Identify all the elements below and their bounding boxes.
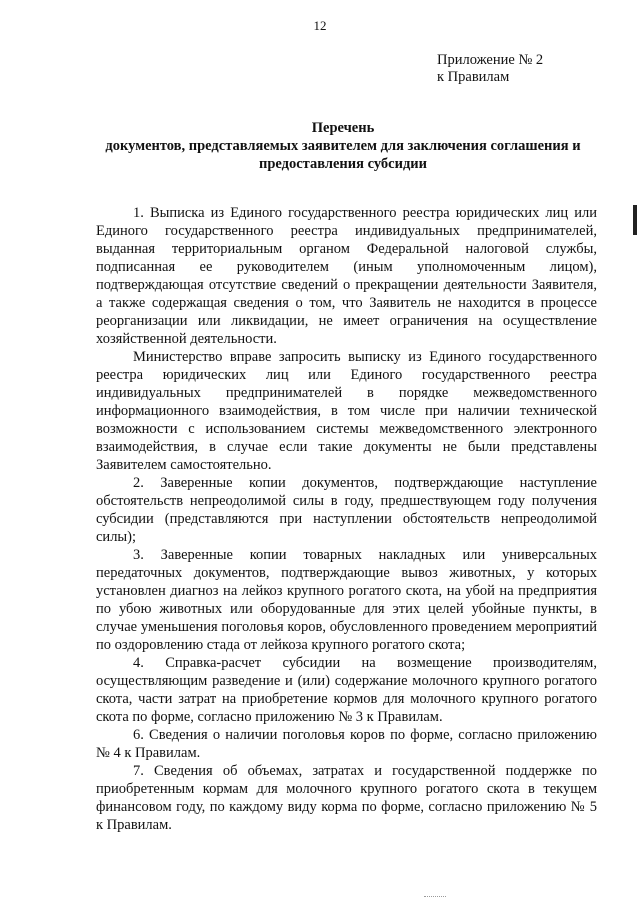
scan-dots [424,896,446,898]
page-number: 12 [313,18,327,33]
paragraph-item-7: 7. Сведения об объемах, затратах и государственной поддержке по приобретенным кормам для молочного крупного рогатого скота в текущем финансовом году, по каждому виду корма по форме, согласно приложению № 5 к Правилам. [96,763,597,833]
appendix-number: Приложение № 2 [437,52,544,68]
paragraph-item-4: 4. Справка-расчет субсидии на возмещение производителям, осуществляющим разведение и (или) содержание молочного крупного рогатого скота, части затрат на приобретение кормов для молочного крупного рогатого скота по форме, согласно приложению № 3 к Правилам. [96,655,597,725]
scan-edge-mark [633,205,637,235]
title-heading: Перечень [311,120,375,136]
title-line-2: документов, представляемых заявителем для заключения соглашения и [105,138,581,154]
paragraph-item-2: 2. Заверенные копии документов, подтверждающие наступление обстоятельств непреодолимой силы в году, предшествующем году получения субсидии (представляются при наступлении обстоятельств непреодолимой силы); [96,475,597,545]
paragraph-item-6: 6. Сведения о наличии поголовья коров по форме, согласно приложению № 4 к Правилам. [96,727,597,761]
appendix-rules: к Правилам [437,69,510,85]
appendix-reference [437,52,543,86]
document-body [96,204,597,834]
paragraph-item-3: 3. Заверенные копии товарных накладных или универсальных передаточных документов, подтверждающие вывоз животных, у которых установлен диагноз на лейкоз крупного рогатого скота, на убой на предприятия по убою животных или оборудованные для этих целей убойные пункты, в случае уменьшения поголовья коров, обусловленного проведением мероприятий по оздоровлению стада от лейкоза крупного рогатого скота; [96,547,597,653]
document-title [90,119,596,173]
paragraph-item-1: 1. Выписка из Единого государственного реестра юридических лиц или Единого государственного реестра индивидуальных предпринимателей, выданная территориальным органом Федеральной налоговой службы, подписанная ее руководителем (иным уполномоченным лицом), подтверждающая отсутствие сведений о прекращении деятельности Заявителя, а также содержащая сведения о том, что Заявитель не находится в процессе реорганизации или ликвидации, не имеет ограничения на осуществление хозяйственной деятельности. [96,205,597,347]
paragraph-ministry-request: Министерство вправе запросить выписку из Единого государственного реестра юридических лиц или Единого государственного реестра индивидуальных предпринимателей в порядке межведомственного информационного взаимодействия, в том числе при наличии технической возможности с использованием системы межведомственного электронного взаимодействия, в случае если такие документы не были представлены Заявителем самостоятельно. [96,349,597,473]
title-line-3: предоставления субсидии [258,156,427,172]
